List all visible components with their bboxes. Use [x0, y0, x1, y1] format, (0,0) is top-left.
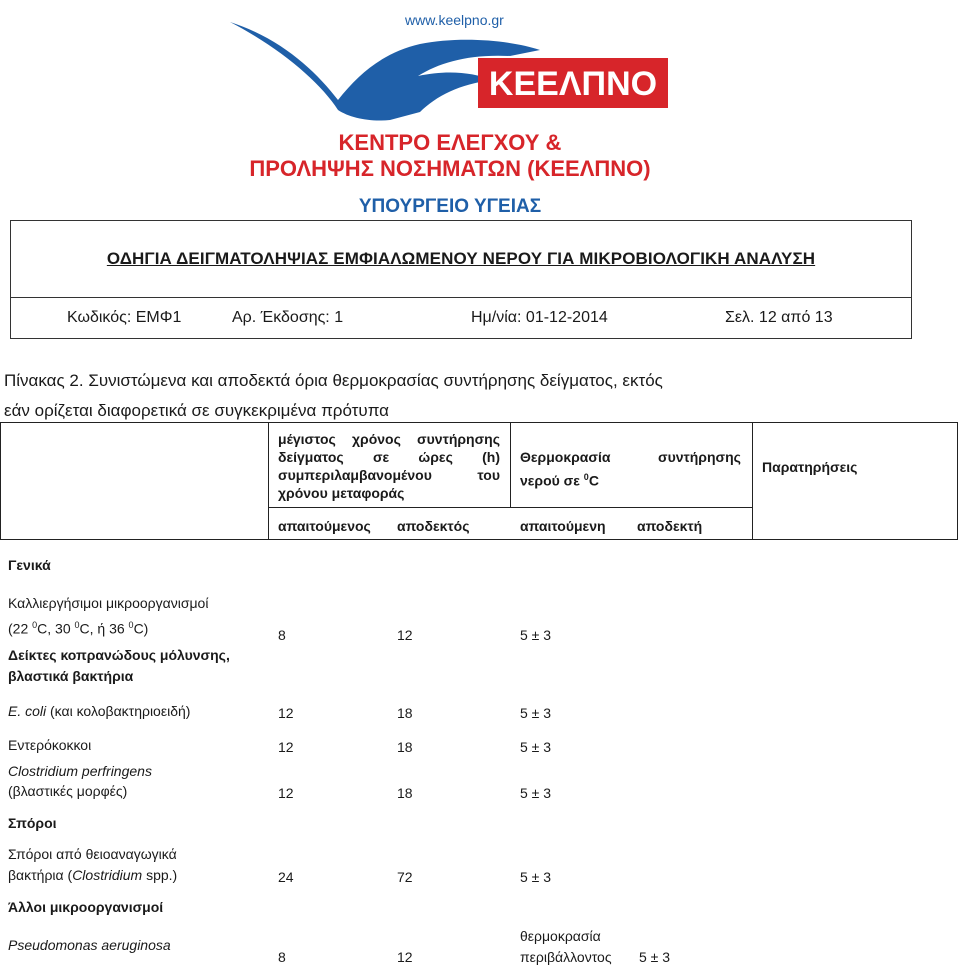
col-divider-3 [752, 422, 753, 540]
row3-required-temp: 5 ± 3 [520, 739, 552, 755]
row1-acceptable-time: 12 [397, 627, 413, 643]
document-title: ΟΔΗΓΙΑ ΔΕΙΓΜΑΤΟΛΗΨΙΑΣ ΕΜΦΙΑΛΩΜΕΝΟΥ ΝΕΡΟΥ ΓΙΑ ΜΙΚΡΟΒΙΟΛΟΓΙΚΗ ΑΝΑΛΥΣΗ [11, 221, 911, 298]
sub-acceptable-time: αποδεκτός [397, 518, 470, 534]
section-others: Άλλοι μικροοργανισμοί [8, 899, 164, 915]
sub-required-temp: απαιτούμενη [520, 518, 606, 534]
header-bottom-rule [0, 539, 958, 540]
sub-acceptable-temp: αποδεκτή [637, 518, 703, 534]
document-meta [11, 298, 911, 338]
sub-required-time: απαιτούμενος [278, 518, 371, 534]
row4-label-2: (βλαστικές μορφές) [8, 783, 128, 799]
table-caption [4, 366, 904, 426]
row4-label-1: Clostridium perfringens [8, 763, 152, 779]
section-general: Γενικά [8, 557, 51, 573]
doc-edition: Αρ. Έκδοσης: 1 [232, 309, 344, 326]
row4-required-time: 12 [278, 785, 294, 801]
row2-label: E. coli (και κολοβακτηριοειδή) [8, 703, 191, 719]
row1-label-4: βλαστικά βακτήρια [8, 668, 134, 684]
row5-label-1: Σπόροι από θειοαναγωγικά [8, 846, 177, 862]
col-max-time-header: μέγιστος χρόνος συντήρησης δείγματος σε ώρες (h) συμπεριλαμβανομένου του [278, 431, 500, 483]
row6-required-temp-2: περιβάλλοντος [520, 949, 612, 965]
logo-name: ΚΕΕΛΠΝΟ [488, 65, 658, 103]
row1-required-time: 8 [278, 627, 286, 643]
logo-line1: ΚΕΝΤΡΟ ΕΛΕΓΧΟΥ & [338, 130, 562, 155]
row2-acceptable-time: 18 [397, 705, 413, 721]
row6-acceptable-time: 12 [397, 949, 413, 965]
row3-acceptable-time: 18 [397, 739, 413, 755]
storage-table [0, 422, 958, 968]
row5-required-temp: 5 ± 3 [520, 869, 552, 885]
row6-acceptable-temp: 5 ± 3 [639, 949, 671, 965]
row1-label-3: Δείκτες κοπρανώδους μόλυνσης, [8, 647, 230, 663]
row2-required-time: 12 [278, 705, 294, 721]
keelpno-logo [210, 0, 690, 218]
col-notes-header: Παρατηρήσεις [762, 459, 858, 475]
doc-page: Σελ. 12 από 13 [725, 309, 833, 326]
section-spores: Σπόροι [8, 815, 57, 831]
col-temp-header-b: συντήρησης [658, 449, 741, 465]
svg-text:www.keelpno.gr: www.keelpno.gr [405, 12, 504, 28]
logo-line2: ΠΡΟΛΗΨΗΣ ΝΟΣΗΜΑΤΩΝ (ΚΕΕΛΠΝΟ) [249, 156, 651, 181]
row5-label-2: βακτήρια (Clostridium spp.) [8, 867, 178, 883]
row1-label-2: (22 $^0$C, 30 $^0$C, ή 36 $^0$C) [8, 620, 149, 637]
row6-required-time: 8 [278, 949, 286, 965]
caption-line-2: εάν ορίζεται διαφορετικά σε συγκεκριμένα πρότυπα [4, 401, 390, 420]
col-temp-header-a: Θερμοκρασία [520, 449, 611, 465]
row4-acceptable-time: 18 [397, 785, 413, 801]
row4-required-temp: 5 ± 3 [520, 785, 552, 801]
table-right-border [957, 422, 958, 540]
row2-required-temp: 5 ± 3 [520, 705, 552, 721]
col-max-time-header-last: χρόνου μεταφοράς [278, 485, 405, 501]
doc-code: Κωδικός: ΕΜΦ1 [67, 309, 182, 326]
caption-line-1: Πίνακας 2. Συνιστώμενα και αποδεκτά όρια θερμοκρασίας συντήρησης δείγματος, εκτός [4, 371, 663, 390]
col-divider-2 [510, 422, 511, 507]
subheader-rule [268, 507, 752, 508]
table-left-border [0, 422, 1, 540]
row3-required-time: 12 [278, 739, 294, 755]
table-top-border [0, 422, 958, 423]
row1-required-temp: 5 ± 3 [520, 627, 552, 643]
col-temp-header-c: νερού σε $^0$C [520, 472, 599, 489]
row6-required-temp-1: θερμοκρασία [520, 928, 601, 944]
row5-acceptable-time: 72 [397, 869, 413, 885]
row5-required-time: 24 [278, 869, 294, 885]
col-divider-1 [268, 422, 269, 540]
doc-date: Ημ/νία: 01-12-2014 [471, 309, 608, 326]
row1-label-1: Καλλιεργήσιμοι μικροοργανισμοί [8, 595, 209, 611]
logo-ministry: ΥΠΟΥΡΓΕΙΟ ΥΓΕΙΑΣ [358, 196, 542, 217]
document-header [10, 220, 912, 339]
row3-label: Εντερόκοκκοι [8, 737, 92, 753]
row6-label: Pseudomonas aeruginosa [8, 937, 171, 953]
